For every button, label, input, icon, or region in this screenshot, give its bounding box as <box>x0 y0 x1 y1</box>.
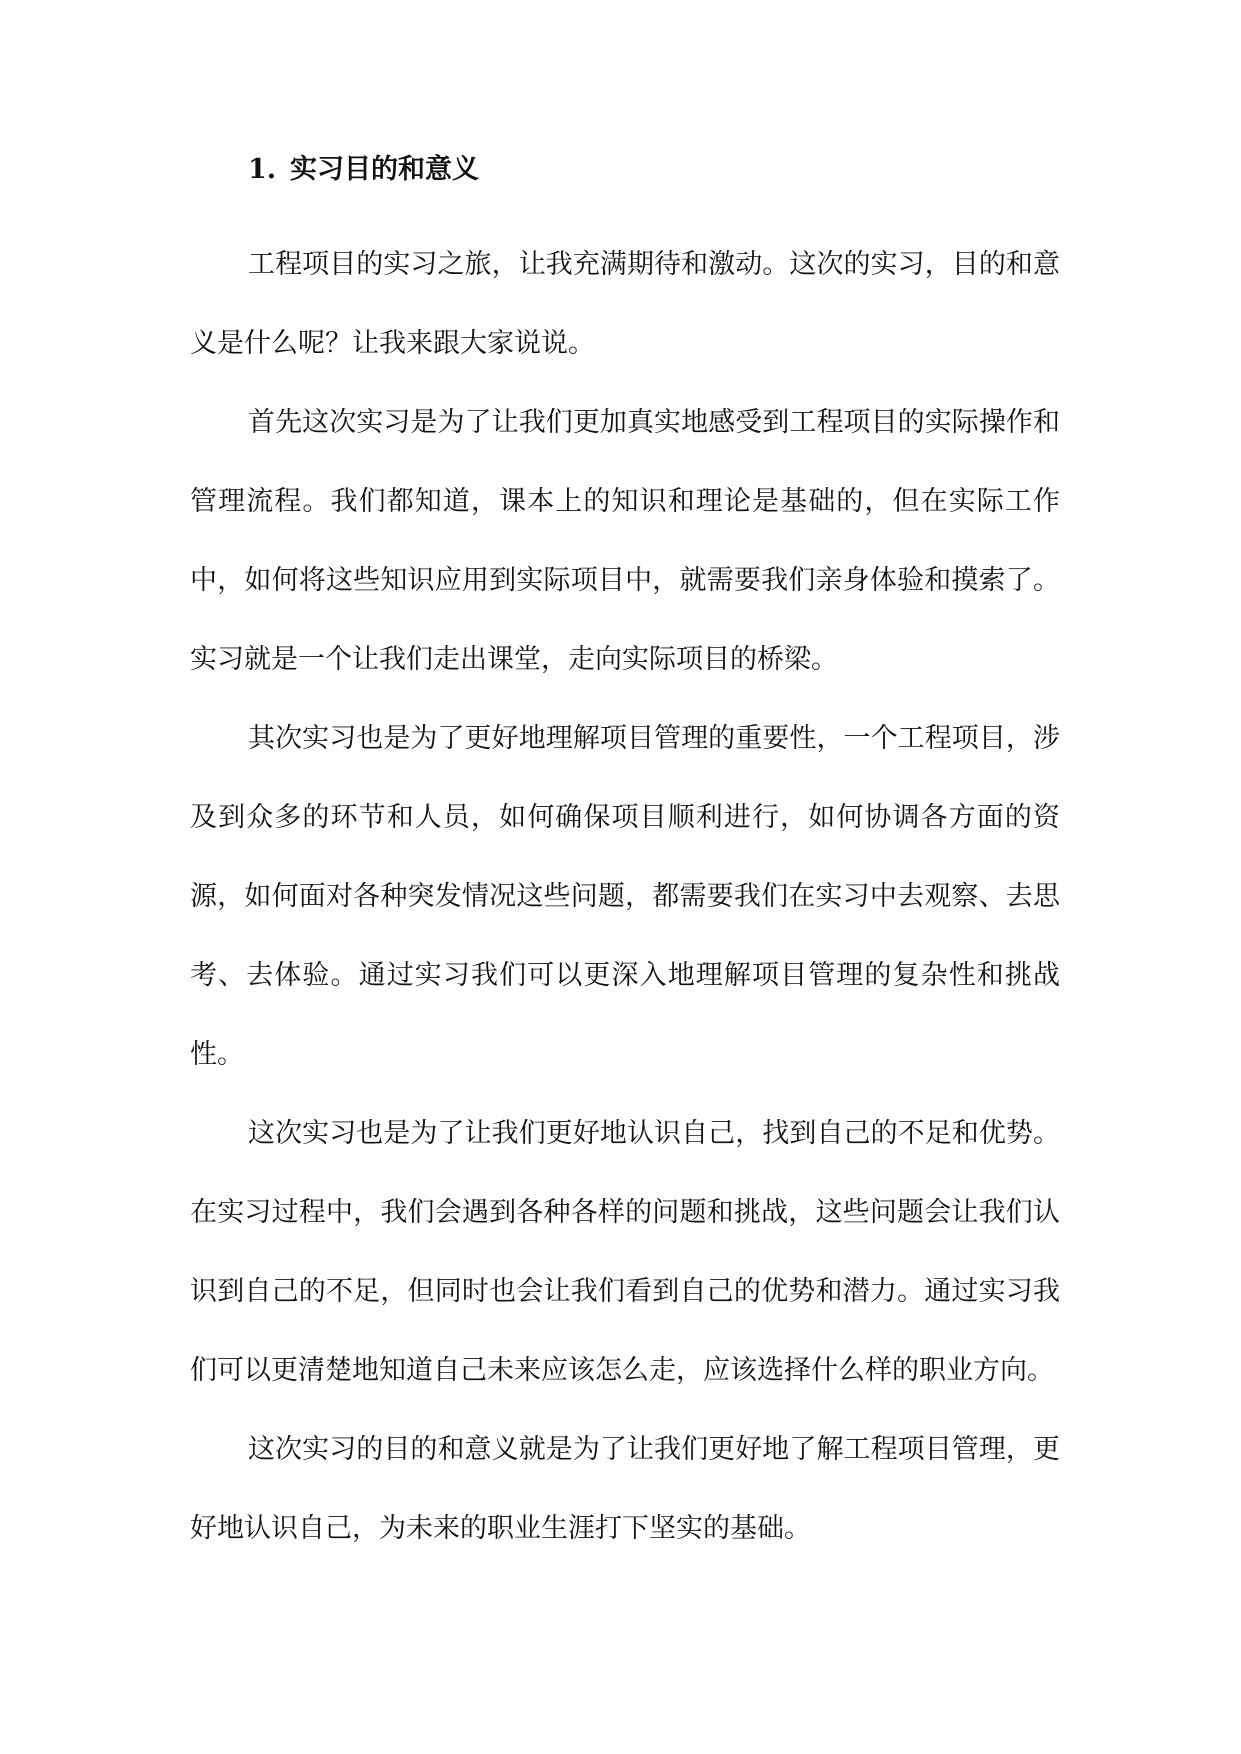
document-body <box>190 225 1060 1568</box>
paragraph-intro: 工程项目的实习之旅，让我充满期待和激动。这次的实习，目的和意义是什么呢？让我来跟大家说说。 <box>190 249 1060 359</box>
section-number: 1. <box>248 154 277 185</box>
paragraph-project-management: 其次实习也是为了更好地理解项目管理的重要性，一个工程项目，涉及到众多的环节和人员，如何确保项目顺利进行，如何协调各方面的资源，如何面对各种突发情况这些问题，都需要我们在实习中去观察、去思考、去体验。通过实习我们可以更深入地理解项目管理的复杂性和挑战性。 <box>190 723 1060 1070</box>
paragraph-self-awareness: 这次实习也是为了让我们更好地认识自己，找到自己的不足和优势。在实习过程中，我们会遇到各种各样的问题和挑战，这些问题会让我们认识到自己的不足，但同时也会让我们看到自己的优势和潜力。通过实习我们可以更清楚地知道自己未来应该怎么走，应该选择什么样的职业方向。 <box>190 1118 1060 1386</box>
section-heading <box>248 150 479 190</box>
paragraph-practical-experience: 首先这次实习是为了让我们更加真实地感受到工程项目的实际操作和管理流程。我们都知道，课本上的知识和理论是基础的，但在实际工作中，如何将这些知识应用到实际项目中，就需要我们亲身体验和摸索了。实习就是一个让我们走出课堂，走向实际项目的桥梁。 <box>190 407 1060 675</box>
section-title: 实习目的和意义 <box>290 154 479 185</box>
paragraph-conclusion: 这次实习的目的和意义就是为了让我们更好地了解工程项目管理，更好地认识自己，为未来的职业生涯打下坚实的基础。 <box>190 1434 1060 1544</box>
